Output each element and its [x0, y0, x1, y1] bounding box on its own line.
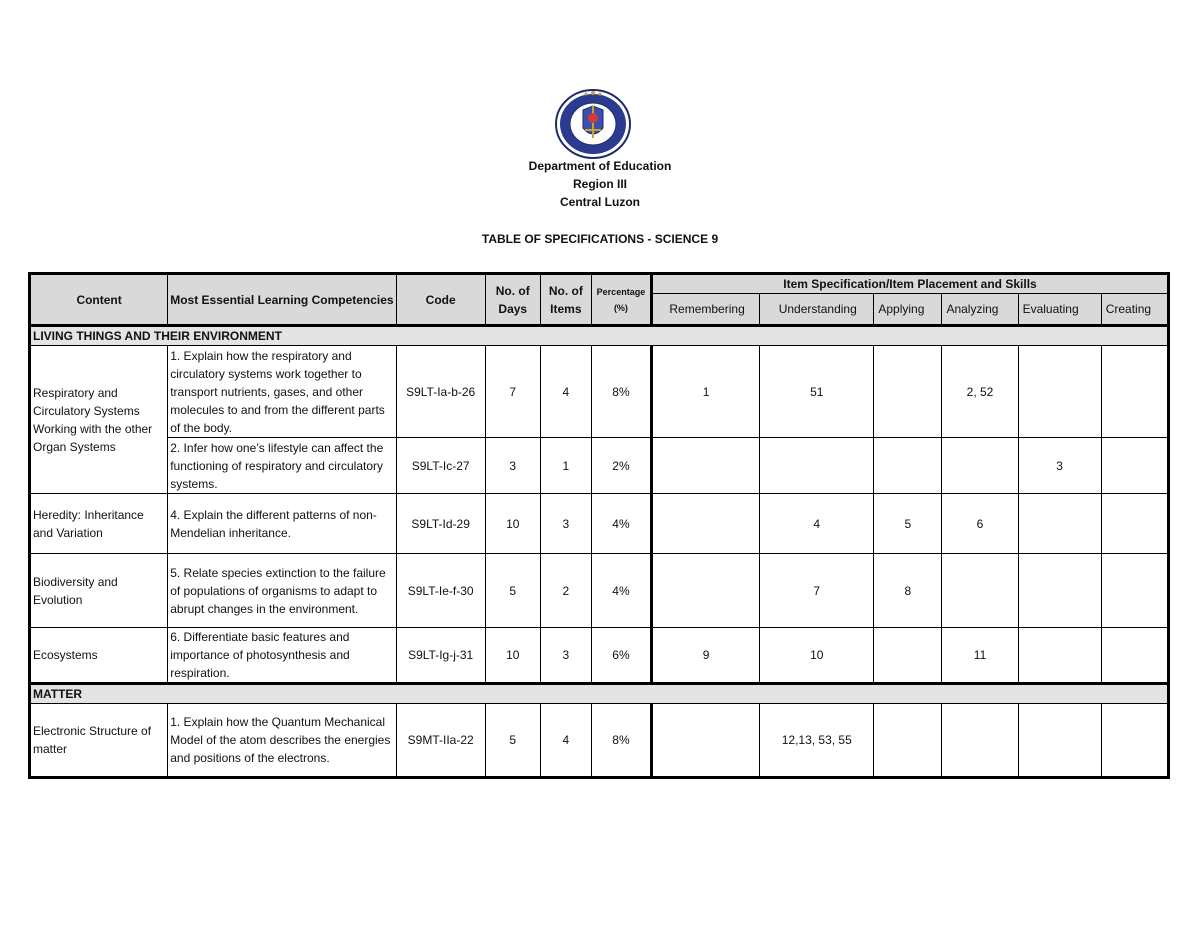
percentage-cell: 2% — [591, 438, 651, 494]
competency-cell: 1. Explain how the Quantum Mechanical Model of the atom describes the energies and positions of the electrons. — [168, 704, 396, 778]
document-title: TABLE OF SPECIFICATIONS - SCIENCE 9 — [481, 232, 719, 246]
analyzing-cell — [942, 554, 1018, 628]
competency-cell: 1. Explain how the respiratory and circulatory systems work together to transport nutrients, gases, and other molecules to and from the different parts of the body. — [168, 346, 396, 438]
code-cell: S9LT-Ie-f-30 — [396, 554, 485, 628]
region-name: Region III — [573, 177, 627, 191]
col-remembering: Remembering — [651, 294, 759, 326]
remembering-cell — [651, 494, 759, 554]
section-row — [30, 326, 1169, 346]
col-competencies: Most Essential Learning Competencies — [168, 274, 396, 326]
understanding-cell — [760, 438, 874, 494]
remembering-cell: 1 — [651, 346, 759, 438]
applying-cell — [874, 704, 942, 778]
competency-cell: 2. Infer how one’s lifestyle can affect the functioning of respiratory and circulatory systems. — [168, 438, 396, 494]
competency-cell: 4. Explain the different patterns of non-Mendelian inheritance. — [168, 494, 396, 554]
percentage-cell: 8% — [591, 346, 651, 438]
table-row — [30, 438, 1169, 494]
section-title: LIVING THINGS AND THEIR ENVIRONMENT — [30, 326, 1169, 346]
code-cell: S9MT-IIa-22 — [396, 704, 485, 778]
percentage-cell: 8% — [591, 704, 651, 778]
competency-cell: 6. Differentiate basic features and importance of photosynthesis and respiration. — [168, 628, 396, 684]
creating-cell — [1101, 346, 1168, 438]
days-cell: 3 — [485, 438, 540, 494]
evaluating-cell — [1018, 346, 1101, 438]
creating-cell — [1101, 628, 1168, 684]
col-analyzing: Analyzing — [942, 294, 1018, 326]
creating-cell — [1101, 554, 1168, 628]
understanding-cell: 4 — [760, 494, 874, 554]
col-applying: Applying — [874, 294, 942, 326]
items-cell: 2 — [540, 554, 591, 628]
days-cell: 7 — [485, 346, 540, 438]
applying-cell — [874, 628, 942, 684]
table-row — [30, 346, 1169, 438]
agency-name: Department of Education — [528, 159, 672, 173]
section-row — [30, 684, 1169, 704]
applying-cell: 8 — [874, 554, 942, 628]
understanding-cell: 10 — [760, 628, 874, 684]
creating-cell — [1101, 438, 1168, 494]
region-area: Central Luzon — [560, 195, 640, 209]
understanding-cell: 51 — [760, 346, 874, 438]
creating-cell — [1101, 494, 1168, 554]
understanding-cell: 12,13, 53, 55 — [760, 704, 874, 778]
col-understanding: Understanding — [760, 294, 874, 326]
evaluating-cell — [1018, 628, 1101, 684]
section-title: MATTER — [30, 684, 1169, 704]
applying-cell: 5 — [874, 494, 942, 554]
deped-seal-logo — [553, 88, 633, 160]
header-row — [30, 274, 1169, 294]
creating-cell — [1101, 704, 1168, 778]
table-row — [30, 628, 1169, 684]
content-cell: Biodiversity and Evolution — [30, 554, 168, 628]
analyzing-cell: 11 — [942, 628, 1018, 684]
table-row — [30, 494, 1169, 554]
remembering-cell — [651, 438, 759, 494]
evaluating-cell — [1018, 554, 1101, 628]
col-code: Code — [396, 274, 485, 326]
remembering-cell — [651, 554, 759, 628]
items-cell: 4 — [540, 346, 591, 438]
items-cell: 3 — [540, 628, 591, 684]
percentage-cell: 4% — [591, 494, 651, 554]
col-creating: Creating — [1101, 294, 1168, 326]
evaluating-cell: 3 — [1018, 438, 1101, 494]
analyzing-cell — [942, 704, 1018, 778]
evaluating-cell — [1018, 494, 1101, 554]
days-cell: 5 — [485, 554, 540, 628]
content-cell: Electronic Structure of matter — [30, 704, 168, 778]
table-row — [30, 554, 1169, 628]
specifications-table — [28, 272, 1170, 779]
code-cell: S9LT-Ig-j-31 — [396, 628, 485, 684]
understanding-cell: 7 — [760, 554, 874, 628]
col-content: Content — [30, 274, 168, 326]
analyzing-cell — [942, 438, 1018, 494]
content-cell: Heredity: Inheritance and Variation — [30, 494, 168, 554]
content-cell: Ecosystems — [30, 628, 168, 684]
table-row — [30, 704, 1169, 778]
content-cell: Respiratory and Circulatory Systems Working with the other Organ Systems — [30, 346, 168, 494]
applying-cell — [874, 346, 942, 438]
code-cell: S9LT-Ia-b-26 — [396, 346, 485, 438]
days-cell: 10 — [485, 628, 540, 684]
items-cell: 3 — [540, 494, 591, 554]
analyzing-cell: 6 — [942, 494, 1018, 554]
remembering-cell: 9 — [651, 628, 759, 684]
col-group-skills: Item Specification/Item Placement and Skills — [651, 274, 1168, 294]
code-cell: S9LT-Ic-27 — [396, 438, 485, 494]
col-evaluating: Evaluating — [1018, 294, 1101, 326]
days-cell: 5 — [485, 704, 540, 778]
applying-cell — [874, 438, 942, 494]
competency-cell: 5. Relate species extinction to the failure of populations of organisms to adapt to abrupt changes in the environment. — [168, 554, 396, 628]
remembering-cell — [651, 704, 759, 778]
analyzing-cell: 2, 52 — [942, 346, 1018, 438]
col-percentage: Percentage (%) — [591, 274, 651, 326]
col-days: No. of Days — [485, 274, 540, 326]
col-items: No. of Items — [540, 274, 591, 326]
days-cell: 10 — [485, 494, 540, 554]
items-cell: 1 — [540, 438, 591, 494]
evaluating-cell — [1018, 704, 1101, 778]
items-cell: 4 — [540, 704, 591, 778]
percentage-cell: 6% — [591, 628, 651, 684]
code-cell: S9LT-Id-29 — [396, 494, 485, 554]
percentage-cell: 4% — [591, 554, 651, 628]
